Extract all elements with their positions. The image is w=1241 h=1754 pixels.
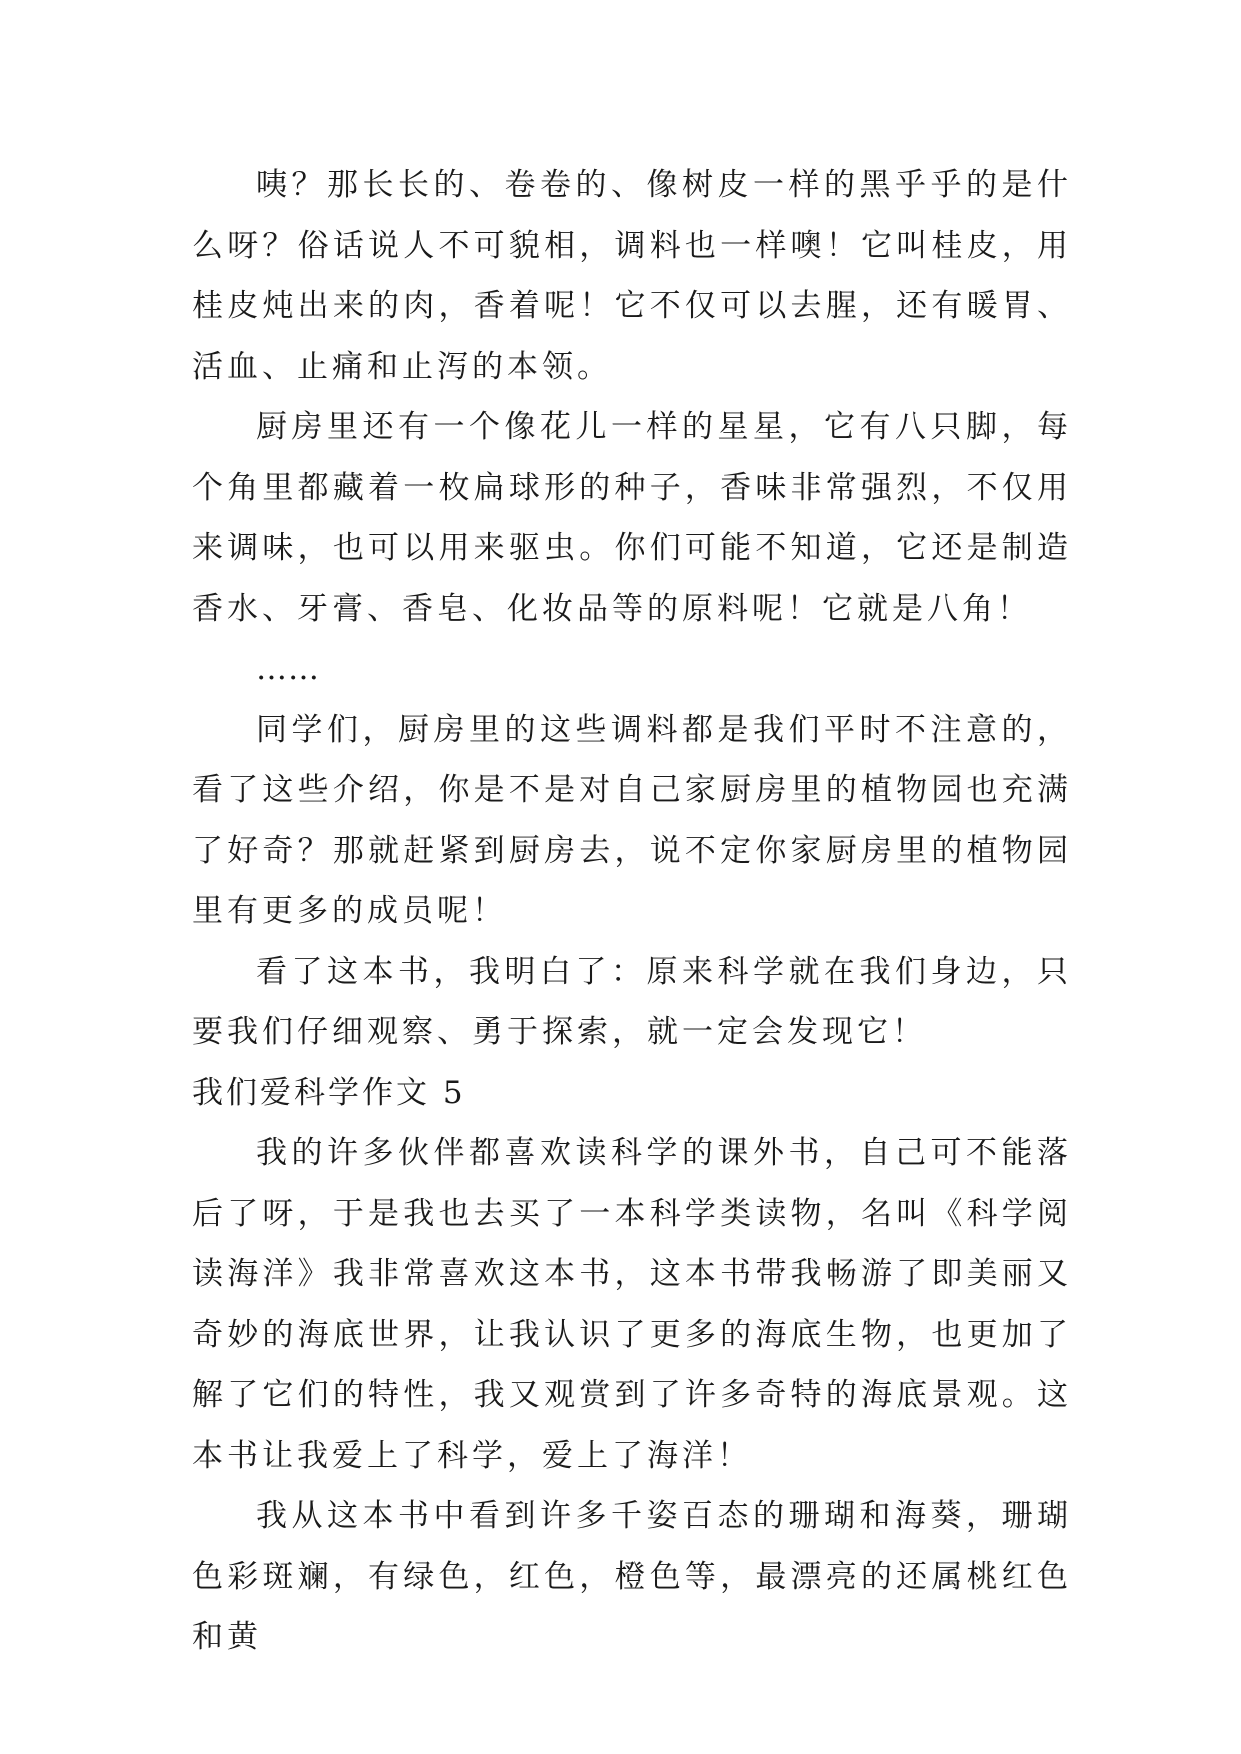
paragraph-coral: 我从这本书中看到许多千姿百态的珊瑚和海葵，珊瑚色彩斑斓，有绿色，红色，橙色等，最漂亮的还属桃红色和黄 — [192, 1498, 1072, 1655]
section-title: 我们爱科学作文 5 — [192, 1074, 466, 1111]
ellipsis-marker: …… — [256, 651, 320, 687]
document-page — [192, 155, 1072, 1668]
paragraph-ocean-book: 我的许多伙伴都喜欢读科学的课外书，自己可不能落后了呀，于是我也去买了一本科学类读物，名叫《科学阅读海洋》我非常喜欢这本书，这本书带我畅游了即美丽又奇妙的海底世界，让我认识了更多的海底生物，也更加了解了它们的特性，我又观赏到了许多奇特的海底景观。这本书让我爱上了科学，爱上了海洋！ — [192, 1135, 1072, 1474]
paragraph-classmates: 同学们，厨房里的这些调料都是我们平时不注意的，看了这些介绍，你是不是对自己家厨房里的植物园也充满了好奇？那就赶紧到厨房去，说不定你家厨房里的植物园里有更多的成员呢！ — [192, 711, 1072, 929]
paragraph-cinnamon: 咦？那长长的、卷卷的、像树皮一样的黑乎乎的是什么呀？俗话说人不可貌相，调料也一样噢！它叫桂皮，用桂皮炖出来的肉，香着呢！它不仅可以去腥，还有暖胃、活血、止痛和止泻的本领。 — [192, 167, 1072, 385]
paragraph-star-anise: 厨房里还有一个像花儿一样的星星，它有八只脚，每个角里都藏着一枚扁球形的种子，香味非常强烈，不仅用来调味，也可以用来驱虫。你们可能不知道，它还是制造香水、牙膏、香皂、化妆品等的原料呢！它就是八角！ — [192, 409, 1072, 627]
paragraph-conclusion: 看了这本书，我明白了：原来科学就在我们身边，只要我们仔细观察、勇于探索，就一定会发现它！ — [192, 953, 1072, 1050]
